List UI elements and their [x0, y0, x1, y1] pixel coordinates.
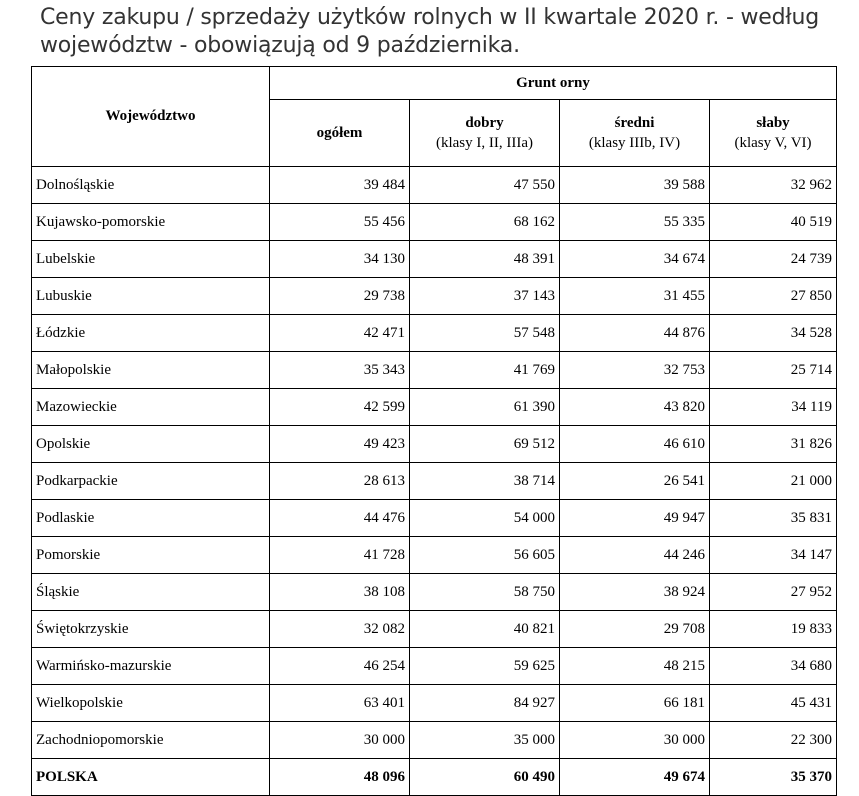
- table-row: [32, 648, 837, 685]
- cell-good: 41 769: [410, 352, 560, 389]
- cell-good: 35 000: [410, 722, 560, 759]
- header-column-sublabel: (klasy V, VI): [734, 134, 812, 151]
- cell-weak: 34 528: [710, 315, 837, 352]
- price-table: [31, 66, 837, 796]
- total-cell-total: 48 096: [270, 759, 410, 796]
- total-row: [32, 759, 837, 796]
- cell-medium: 48 215: [560, 648, 710, 685]
- cell-medium: 46 610: [560, 426, 710, 463]
- total-row-name: POLSKA: [32, 759, 270, 796]
- cell-weak: 31 826: [710, 426, 837, 463]
- cell-weak: 27 952: [710, 574, 837, 611]
- table-row: [32, 204, 837, 241]
- table-body: [32, 167, 837, 796]
- table-row: [32, 685, 837, 722]
- cell-total: 39 484: [270, 167, 410, 204]
- table-row: [32, 426, 837, 463]
- cell-medium: 34 674: [560, 241, 710, 278]
- total-cell-weak: 35 370: [710, 759, 837, 796]
- cell-medium: 44 246: [560, 537, 710, 574]
- row-voivodeship-name: Podkarpackie: [32, 463, 270, 500]
- cell-good: 61 390: [410, 389, 560, 426]
- row-voivodeship-name: Wielkopolskie: [32, 685, 270, 722]
- cell-medium: 38 924: [560, 574, 710, 611]
- page-title: Ceny zakupu / sprzedaży użytków rolnych w II kwartale 2020 r. - według województw - obowiązują od 9 października.: [40, 5, 819, 58]
- cell-weak: 24 739: [710, 241, 837, 278]
- table-row: [32, 241, 837, 278]
- cell-good: 84 927: [410, 685, 560, 722]
- cell-good: 69 512: [410, 426, 560, 463]
- table-row: [32, 722, 837, 759]
- cell-weak: 45 431: [710, 685, 837, 722]
- total-cell-medium: 49 674: [560, 759, 710, 796]
- cell-weak: 25 714: [710, 352, 837, 389]
- cell-medium: 32 753: [560, 352, 710, 389]
- row-voivodeship-name: Łódzkie: [32, 315, 270, 352]
- table-row: [32, 278, 837, 315]
- header-column-good: [410, 100, 560, 167]
- cell-good: 68 162: [410, 204, 560, 241]
- cell-medium: 66 181: [560, 685, 710, 722]
- row-voivodeship-name: Mazowieckie: [32, 389, 270, 426]
- table-row: [32, 611, 837, 648]
- header-column-weak: [710, 100, 837, 167]
- cell-total: 30 000: [270, 722, 410, 759]
- price-table-container: [31, 66, 837, 796]
- table-row: [32, 167, 837, 204]
- cell-weak: 22 300: [710, 722, 837, 759]
- row-voivodeship-name: Warmińsko-mazurskie: [32, 648, 270, 685]
- cell-medium: 43 820: [560, 389, 710, 426]
- table-row: [32, 574, 837, 611]
- cell-good: 37 143: [410, 278, 560, 315]
- cell-medium: 26 541: [560, 463, 710, 500]
- header-row-top: [32, 67, 837, 100]
- total-cell-good: 60 490: [410, 759, 560, 796]
- row-voivodeship-name: Lubelskie: [32, 241, 270, 278]
- row-voivodeship-name: Opolskie: [32, 426, 270, 463]
- cell-weak: 32 962: [710, 167, 837, 204]
- header-column-label: słaby: [756, 114, 790, 131]
- cell-total: 28 613: [270, 463, 410, 500]
- cell-good: 56 605: [410, 537, 560, 574]
- header-voivodeship: Województwo: [32, 67, 270, 167]
- header-group-arable-land: Grunt orny: [270, 67, 837, 100]
- cell-weak: 19 833: [710, 611, 837, 648]
- cell-weak: 35 831: [710, 500, 837, 537]
- row-voivodeship-name: Świętokrzyskie: [32, 611, 270, 648]
- row-voivodeship-name: Kujawsko-pomorskie: [32, 204, 270, 241]
- cell-total: 42 599: [270, 389, 410, 426]
- cell-total: 32 082: [270, 611, 410, 648]
- cell-good: 59 625: [410, 648, 560, 685]
- cell-total: 55 456: [270, 204, 410, 241]
- cell-good: 38 714: [410, 463, 560, 500]
- cell-total: 41 728: [270, 537, 410, 574]
- cell-weak: 34 119: [710, 389, 837, 426]
- cell-total: 34 130: [270, 241, 410, 278]
- table-row: [32, 500, 837, 537]
- row-voivodeship-name: Śląskie: [32, 574, 270, 611]
- header-column-sublabel: (klasy IIIb, IV): [588, 134, 681, 151]
- cell-good: 58 750: [410, 574, 560, 611]
- row-voivodeship-name: Małopolskie: [32, 352, 270, 389]
- header-column-label: średni: [614, 114, 655, 131]
- cell-good: 40 821: [410, 611, 560, 648]
- row-voivodeship-name: Dolnośląskie: [32, 167, 270, 204]
- cell-medium: 29 708: [560, 611, 710, 648]
- cell-good: 47 550: [410, 167, 560, 204]
- cell-medium: 30 000: [560, 722, 710, 759]
- cell-good: 48 391: [410, 241, 560, 278]
- header-column-label: dobry: [465, 114, 504, 131]
- table-row: [32, 463, 837, 500]
- cell-good: 57 548: [410, 315, 560, 352]
- header-column-sublabel: (klasy I, II, IIIa): [435, 134, 534, 151]
- cell-weak: 40 519: [710, 204, 837, 241]
- header-column-medium: [560, 100, 710, 167]
- cell-total: 44 476: [270, 500, 410, 537]
- cell-weak: 21 000: [710, 463, 837, 500]
- cell-total: 35 343: [270, 352, 410, 389]
- cell-weak: 27 850: [710, 278, 837, 315]
- cell-weak: 34 147: [710, 537, 837, 574]
- cell-total: 46 254: [270, 648, 410, 685]
- table-row: [32, 352, 837, 389]
- cell-total: 42 471: [270, 315, 410, 352]
- cell-good: 54 000: [410, 500, 560, 537]
- cell-medium: 49 947: [560, 500, 710, 537]
- cell-medium: 44 876: [560, 315, 710, 352]
- table-row: [32, 537, 837, 574]
- cell-medium: 39 588: [560, 167, 710, 204]
- header-column-label: ogółem: [316, 124, 363, 141]
- row-voivodeship-name: Pomorskie: [32, 537, 270, 574]
- row-voivodeship-name: Lubuskie: [32, 278, 270, 315]
- header-column-total: [270, 100, 410, 167]
- cell-total: 38 108: [270, 574, 410, 611]
- cell-total: 63 401: [270, 685, 410, 722]
- cell-medium: 55 335: [560, 204, 710, 241]
- table-row: [32, 389, 837, 426]
- cell-weak: 34 680: [710, 648, 837, 685]
- row-voivodeship-name: Podlaskie: [32, 500, 270, 537]
- cell-total: 49 423: [270, 426, 410, 463]
- cell-medium: 31 455: [560, 278, 710, 315]
- cell-total: 29 738: [270, 278, 410, 315]
- table-row: [32, 315, 837, 352]
- row-voivodeship-name: Zachodniopomorskie: [32, 722, 270, 759]
